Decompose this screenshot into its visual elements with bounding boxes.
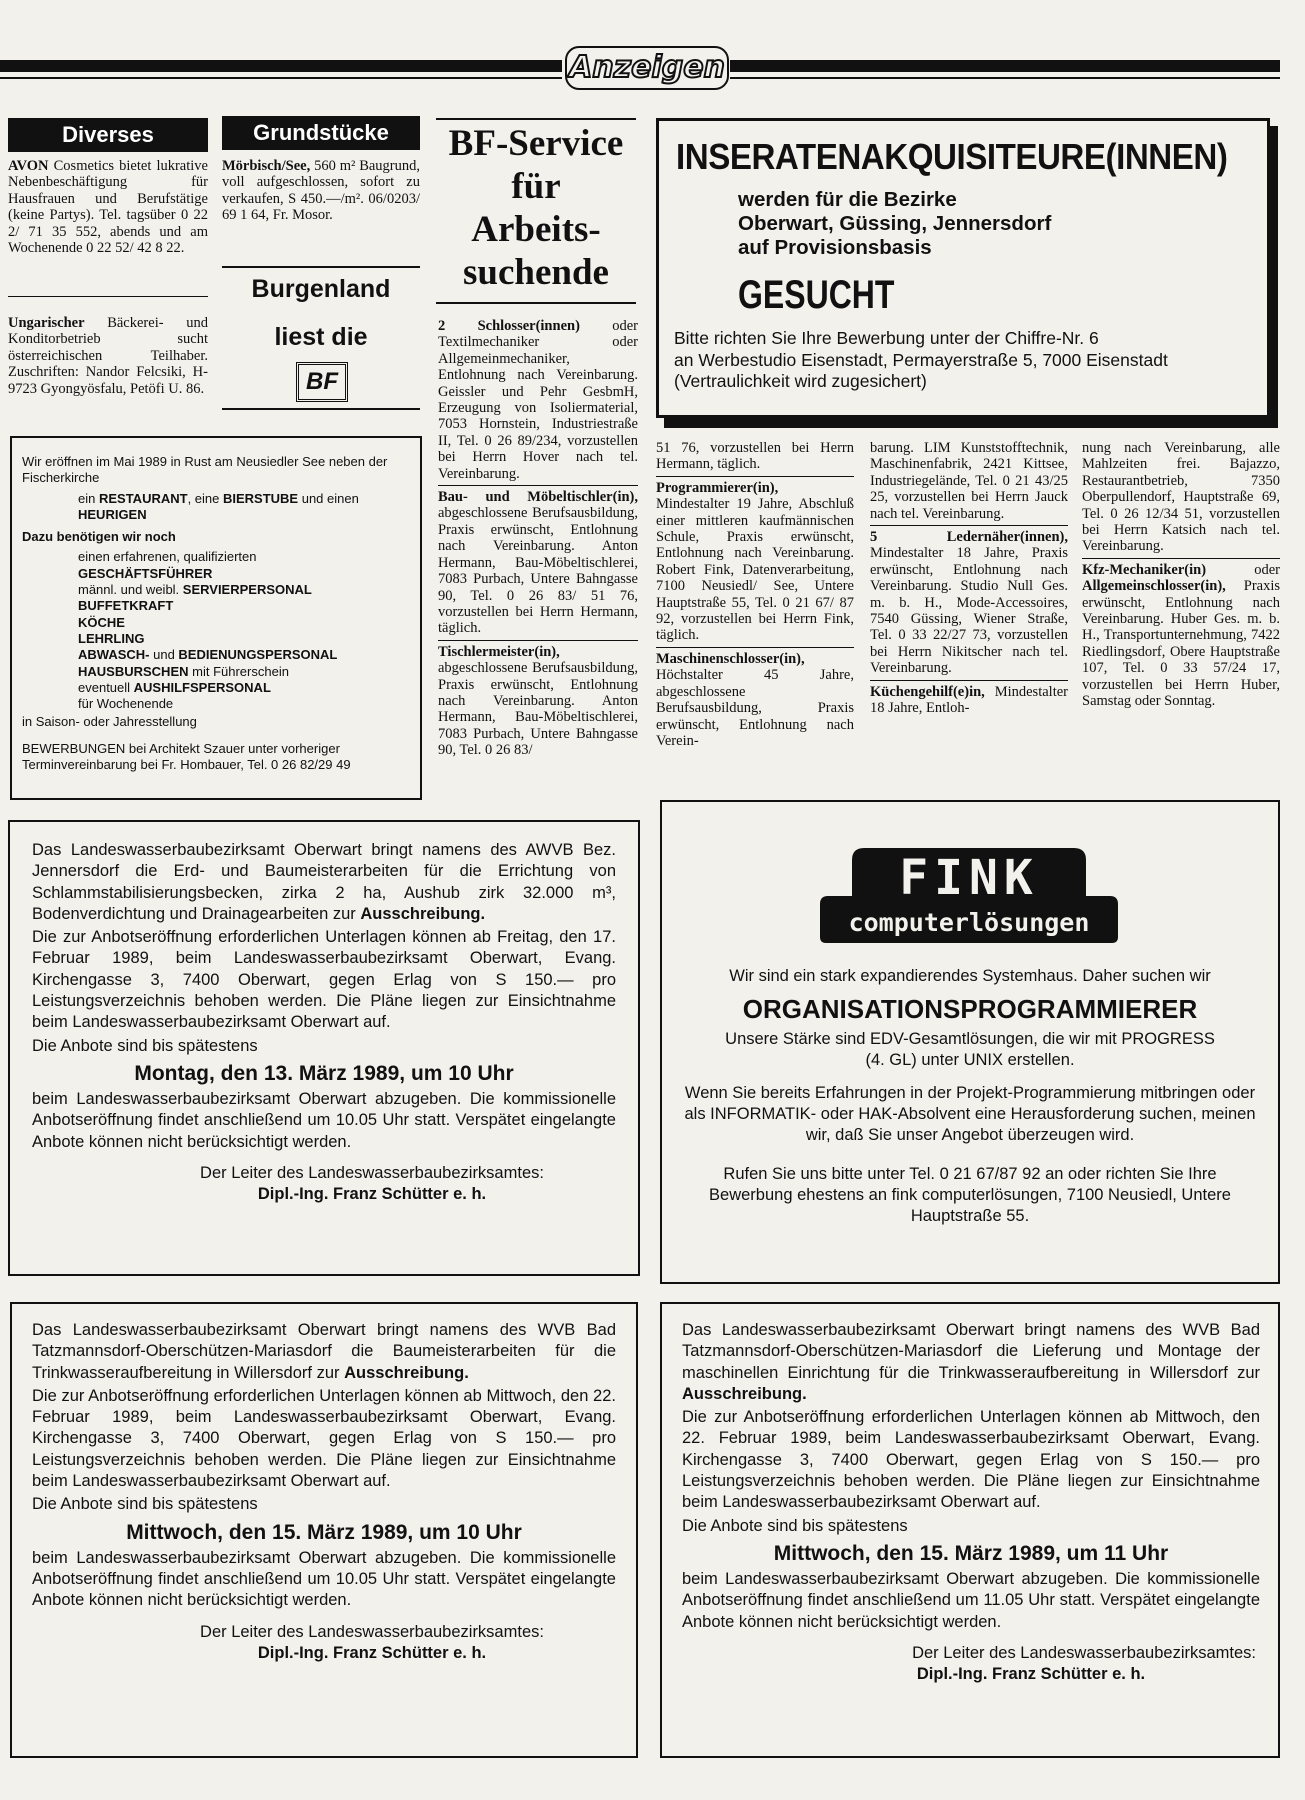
text: Das Landeswasserbaubezirksamt Oberwart bringt namens des WVB Bad Tatzmannsdorf-Oberschützen-Mariasdorf die Baumeisterarbeiten für die Trinkwasseraufbereitung in Willersdorf zur — [32, 1321, 616, 1382]
ad-text: barung. LIM Kunststofftechnik, Maschinenfabrik, 2421 Kittsee, Industriegelände, Tel. 0 21 43/25 25, vorzustellen bei Herrn Jauck nach tel. Vereinbarung. — [870, 440, 1068, 522]
text: BEDIENUNGSPERSONAL — [178, 647, 338, 663]
grundstuecke-ad — [222, 158, 420, 224]
job-listing — [1082, 440, 1280, 555]
staff-line — [78, 664, 414, 680]
ad-text: abgeschlossene Berufsausbildung, Praxis erwünscht, Entlohnung nach Vereinbarung. Anton Hermann, Bau-Möbeltischlerei, 7083 Purbach, Untere Bahngasse 90, Tel. 0 26 83/ 51 76, vorzustellen bei Herrn Hermann, täglich. — [438, 505, 638, 637]
job-listing — [1082, 562, 1280, 710]
restaurant-intro: Wir eröffnen im Mai 1989 in Rust am Neusiedler See neben der Fischerkirche — [22, 454, 388, 486]
section-title: Anzeigen — [565, 46, 729, 90]
ad-text: Cosmetics bietet lukrative Nebenbeschäftigung für Hausfrauen und Berufstätige (keine Partys). Tel. tagsüber 0 22 2/ 71 35 552, abends und am Wochenende 0 22 52/ 42 8 22. — [8, 158, 208, 257]
header-thin-rule-right — [730, 77, 1280, 79]
header-thin-rule-left — [0, 77, 562, 79]
notice-2 — [32, 1320, 616, 1664]
text: mit Führerschein — [188, 663, 289, 679]
notice-paragraph: beim Landeswasserbaubezirksamt Oberwart abzugeben. Die kommissionelle Anbotseröffnung findet anschließend um 11.05 Uhr statt. Verspätet eingelangte Anbote können nicht berücksichtigt werden. — [682, 1569, 1260, 1631]
bf-logo: BF — [296, 362, 348, 402]
text: suchende — [463, 252, 609, 293]
text: und — [149, 647, 179, 663]
text: Bitte richten Sie Ihre Bewerbung unter der Chiffre-Nr. 6 — [674, 328, 1099, 348]
restaurant-need: Dazu benötigen wir noch — [22, 529, 176, 545]
notice-paragraph: Die Anbote sind bis spätestens — [682, 1516, 908, 1535]
job-listing — [438, 489, 638, 637]
divider — [870, 525, 1068, 526]
fink-ad — [678, 966, 1262, 1227]
bf-service-title — [436, 122, 636, 294]
divider — [438, 640, 638, 641]
restaurant-ad — [22, 454, 414, 773]
job-listing — [870, 440, 1068, 522]
fink-p1: Unsere Stärke sind EDV-Gesamtlösungen, die wir mit PROGRESS (4. GL) unter UNIX erstellen. — [725, 1030, 1215, 1069]
divider — [436, 302, 636, 304]
ad-keyword: Allgemeinschlosser(in), — [1082, 578, 1226, 595]
promo-liest-die: liest die — [274, 323, 368, 351]
restaurant-season: in Saison- oder Jahresstellung — [22, 714, 197, 730]
ad-text: Mindestalter 18 Jahre, Praxis erwünscht, Entlohnung nach Vereinbarung. Studio Null Ges. m. b. H., Mode-Accessoires, 7540 Güssing, Wiener Straße, Tel. 0 33 22/27 73, vorzustellen bei Herrn Nikitscher nach tel. Vereinbarung. — [870, 545, 1068, 677]
divider — [8, 296, 208, 297]
text: werden für die Bezirke — [738, 188, 957, 211]
divider — [1082, 558, 1280, 559]
ad-keyword: Mörbisch/See, — [222, 158, 311, 174]
ad-text: Praxis erwünscht, Entlohnung nach Vereinbarung. Huber Ges. m. b. H., Transportunternehmung, 7422 Riedlingsdorf, Obere Hauptstraße 107, Tel. 0 33 57/24 17, vorzustellen bei Herrn Huber, Samstag oder Sonntag. — [1082, 578, 1280, 710]
ad-keyword: 5 Ledernäher(innen), — [870, 529, 1068, 546]
inserat-text — [738, 188, 1258, 260]
restaurant-line-b: HEURIGEN — [78, 506, 147, 522]
notice-3 — [682, 1320, 1260, 1685]
inserat-gesucht: GESUCHT — [738, 273, 895, 317]
ad-keyword: Küchengehilf(e)in, — [870, 683, 985, 700]
text: (Vertraulichkeit wird zugesichert) — [674, 371, 927, 391]
header-rule-left — [0, 60, 562, 72]
text: Ausschreibung. — [682, 1384, 807, 1403]
fink-p3: Rufen Sie uns bitte unter Tel. 0 21 67/87 92 an oder richten Sie Ihre Bewerbung ehestens an fink computerlösungen, 7100 Neusiedl, Untere Hauptstraße 55. — [709, 1165, 1231, 1225]
rich-text — [8, 315, 208, 397]
notice-paragraph: Die Anbote sind bis spätestens — [32, 1495, 258, 1514]
ad-keyword: Programmierer(in), — [656, 479, 779, 496]
notice-paragraph: Die zur Anbotseröffnung erforderlichen Unterlagen können ab Mittwoch, den 22. Februar 1989, beim Landeswasserbaubezirksamt Oberwart, Evang. Kirchengasse 3, 7400 Oberwart, gegen Erlag von S 150.— pro Leistungsverzeichnis behoben werden. Die Pläne liegen zur Einsichtnahme beim Landeswasserbaubezirksamt Oberwart auf. — [682, 1408, 1260, 1512]
notice-signature: Der Leiter des Landeswasserbaubezirksamtes: — [200, 1163, 544, 1182]
jobs-list — [1082, 440, 1280, 710]
ad-keyword: Tischlermeister(in), — [438, 643, 560, 660]
ad-text: Bäckerei- und Konditorbetrieb sucht österreichischen Teilhaber. Zuschriften: Nandor Felcsiki, H-9723 Gyongyösfalu, Petöfi U. 86. — [8, 315, 208, 397]
text: GESCHÄFTSFÜHRER — [78, 565, 213, 581]
divider — [870, 680, 1068, 681]
notice-signature: Dipl.-Ing. Franz Schütter e. h. — [257, 1643, 487, 1662]
inserat-contact — [674, 328, 1264, 393]
notice-signature: Der Leiter des Landeswasserbaubezirksamtes: — [912, 1643, 1256, 1662]
notice-1-date: Montag, den 13. März 1989, um 10 Uhr — [134, 1061, 514, 1085]
text: Das Landeswasserbaubezirksamt Oberwart bringt namens des AWVB Bez. Jennersdorf die Erd- und Baumeisterarbeiten für die Errichtung von Schlammstabilisierungsbecken, zirka 2 ha, Aushub zirk 32.000 m³, Bodenverdichtung und Drainagearbeiten zur — [32, 841, 616, 923]
inserat-title: INSERATENAKQUISITEURE(INNEN) — [676, 136, 1228, 177]
job-listing — [656, 480, 854, 644]
text: ABWASCH- — [78, 647, 150, 663]
notice-paragraph — [32, 1320, 616, 1384]
jobs-list — [438, 318, 638, 759]
notice-paragraph: beim Landeswasserbaubezirksamt Oberwart abzugeben. Die kommissionelle Anbotseröffnung findet anschließend um 10.05 Uhr statt. Verspätet eingelangte Anbote können nicht berücksichtigt werden. — [32, 1548, 616, 1610]
notice-paragraph: Die zur Anbotseröffnung erforderlichen Unterlagen können ab Freitag, den 17. Februar 1989, beim Landeswasserbaubezirksamt Oberwart, Evang. Kirchengasse 3, 7400 Oberwart, gegen Erlag von S 150.— pro Leistungsverzeichnis behoben werden. Die Pläne liegen zur Einsichtnahme beim Landeswasserbaubezirksamt Oberwart auf. — [32, 928, 616, 1032]
jobs-column-2 — [656, 440, 854, 749]
divider — [222, 266, 420, 268]
ad-text: oder Textilmechaniker oder Allgemeinmechaniker, Entlohnung nach Vereinbarung. Geissler und Pehr GesbmH, Erzeugung von Isoliermaterial, 7053 Hornstein, Industriestraße II, Tel. 0 26 89/234, vorzustellen bei Herrn Hover nach tel. Vereinbarung. — [438, 318, 638, 482]
promo-burgenland: Burgenland — [251, 275, 391, 303]
text: einen erfahrenen, qualifizierten — [78, 549, 257, 565]
notice-paragraph — [682, 1320, 1260, 1405]
text: KÖCHE — [78, 614, 125, 630]
fink-logo-main: FINK — [899, 850, 1039, 906]
diverses-ad-avon — [8, 158, 208, 256]
notice-paragraph: Die zur Anbotseröffnung erforderlichen Unterlagen können ab Mittwoch, den 22. Februar 1989, beim Landeswasserbaubezirksamt Oberwart, Evang. Kirchengasse 3, 7400 Oberwart, gegen Erlag von S 150.— pro Leistungsverzeichnis behoben werden. Die Pläne liegen zur Einsichtnahme beim Landeswasserbaubezirksamt Oberwart auf. — [32, 1386, 616, 1491]
ad-keyword: Kfz-Mechaniker(in) — [1082, 561, 1207, 578]
text: ein — [78, 490, 99, 506]
text: für — [511, 166, 561, 207]
rich-text — [8, 158, 208, 256]
text: eventuell — [78, 679, 134, 695]
diverses-heading: Diverses — [8, 118, 208, 152]
staff-line — [78, 647, 414, 663]
jobs-column-1 — [438, 318, 638, 759]
jobs-list — [656, 440, 854, 749]
notice-signature: Dipl.-Ing. Franz Schütter e. h. — [916, 1665, 1146, 1684]
text: Oberwart, Güssing, Jennersdorf — [738, 212, 1052, 235]
text: BUFFETKRAFT — [78, 598, 174, 614]
notice-signature: Der Leiter des Landeswasserbaubezirksamtes: — [200, 1622, 544, 1641]
divider — [438, 485, 638, 486]
ad-text: nung nach Vereinbarung, alle Mahlzeiten frei. Bajazzo, Restaurantbetrieb, 7350 Oberpullendorf, Hauptstraße 69, Tel. 0 26 12/34 51, vorzustellen bei Herrn Katsich nach tel. Vereinbarung. — [1082, 440, 1280, 555]
fink-p2: Wenn Sie bereits Erfahrungen in der Projekt-Programmierung mitbringen oder als INFORMATIK- oder HAK-Absolvent eine Herausforderung suchen, meinen wir, daß Sie unser Angebot überzeugen wird. — [684, 1084, 1256, 1144]
divider — [656, 476, 854, 477]
text: Ausschreibung. — [344, 1363, 469, 1382]
divider — [436, 118, 636, 120]
notice-paragraph: beim Landeswasserbaubezirksamt Oberwart abzugeben. Die kommissionelle Anbotseröffnung findet anschließend um 10.05 Uhr statt. Verspätet eingelangte Anbote können nicht berücksichtigt werden. — [32, 1089, 616, 1151]
text: HAUSBURSCHEN — [78, 663, 189, 679]
text: BIERSTUBE — [222, 490, 299, 506]
restaurant-apply: BEWERBUNGEN bei Architekt Szauer unter vorheriger Terminvereinbarung bei Fr. Hombauer, Tel. 0 26 82/29 49 — [22, 740, 351, 773]
job-listing — [870, 529, 1068, 677]
notice-1 — [32, 840, 616, 1205]
staff-list — [22, 549, 414, 712]
text: Arbeits- — [471, 209, 601, 250]
text: RESTAURANT — [98, 490, 188, 506]
rich-text — [222, 158, 420, 224]
notice-paragraph: Die Anbote sind bis spätestens — [32, 1036, 258, 1055]
text: auf Provisionsbasis — [738, 236, 932, 259]
ad-text: abgeschlossene Berufsausbildung, Praxis erwünscht, Entlohnung nach Vereinbarung. Anton Hermann, Bau-Möbeltischlerei, 7083 Purbach, Untere Bahngasse 90, Tel. 0 26 83/ — [438, 660, 638, 759]
text: BF-Service — [448, 123, 624, 164]
staff-line — [78, 582, 414, 598]
ad-keyword: Ungarischer — [8, 315, 85, 331]
ad-text: Mindestalter 18 Jahre, Entloh- — [870, 683, 1068, 717]
text: AUSHILFSPERSONAL — [133, 679, 271, 695]
notice-signature: Dipl.-Ing. Franz Schütter e. h. — [257, 1185, 487, 1204]
text: für Wochenende — [78, 696, 174, 712]
diverses-ad-baeckerei — [8, 315, 208, 397]
ad-keyword: AVON — [8, 158, 49, 174]
fink-logo — [818, 842, 1120, 945]
ad-text: Mindestalter 19 Jahre, Abschluß einer mittleren kaufmännischen Schule, Praxis erwünscht, Entlohnung nach Vereinbarung. Robert Fink, Datenverarbeitung, 7100 Neusiedl/ See, Untere Hauptstraße 55, Tel. 0 21 67/ 87 92, vorzustellen bei Herrn Fink, täglich. — [656, 496, 854, 644]
job-listing — [656, 651, 854, 749]
ad-text: 560 m² Baugrund, voll aufgeschlossen, sofort zu verkaufen, S 450.—/m². 06/0203/ 69 1 64, Fr. Mosor. — [222, 158, 420, 224]
text: Das Landeswasserbaubezirksamt Oberwart bringt namens des WVB Bad Tatzmannsdorf-Oberschützen-Mariasdorf die Lieferung und Montage der maschinellen Einrichtung für die Trinkwasseraufbereitung in Willersdorf zur — [682, 1321, 1260, 1382]
ad-keyword: Maschinenschlosser(in), — [656, 650, 805, 667]
ad-text: 51 76, vorzustellen bei Herrn Hermann, täglich. — [656, 440, 854, 473]
ad-keyword: 2 Schlosser(innen) — [438, 318, 580, 334]
text: SERVIERPERSONAL — [182, 582, 312, 598]
text: an Werbestudio Eisenstadt, Permayerstraße 5, 7000 Eisenstadt — [674, 349, 1168, 370]
jobs-column-3 — [870, 440, 1068, 717]
text: männl. und weibl. — [78, 582, 183, 598]
text: und einen — [298, 490, 359, 506]
text: Ausschreibung. — [360, 904, 486, 923]
staff-line — [78, 680, 414, 696]
text: LEHRLING — [78, 630, 145, 646]
divider — [656, 647, 854, 648]
ad-keyword: Bau- und Möbeltischler(in), — [438, 489, 638, 506]
divider — [222, 408, 420, 410]
fink-logo-sub: computerlösungen — [848, 908, 1090, 937]
notice-paragraph — [32, 840, 616, 925]
restaurant-line-a — [22, 491, 414, 507]
fink-intro: Wir sind ein stark expandierendes Systemhaus. Daher suchen wir — [729, 967, 1211, 985]
notice-3-date: Mittwoch, den 15. März 1989, um 11 Uhr — [773, 1541, 1169, 1565]
job-listing — [438, 318, 638, 482]
job-listing — [438, 644, 638, 759]
grundstuecke-heading: Grundstücke — [222, 116, 420, 150]
text: , eine — [187, 490, 223, 506]
jobs-column-4 — [1082, 440, 1280, 710]
fink-role: ORGANISATIONSPROGRAMMIERER — [742, 994, 1198, 1024]
job-listing — [870, 684, 1068, 717]
header-rule-right — [730, 60, 1280, 72]
notice-2-date: Mittwoch, den 15. März 1989, um 10 Uhr — [126, 1520, 522, 1544]
job-listing — [656, 440, 854, 473]
ad-text: Höchstalter 45 Jahre, abgeschlossene Berufsausbildung, Praxis erwünscht, Entlohnung nach Verein- — [656, 667, 854, 749]
jobs-list — [870, 440, 1068, 717]
ad-text: oder — [1206, 561, 1280, 578]
